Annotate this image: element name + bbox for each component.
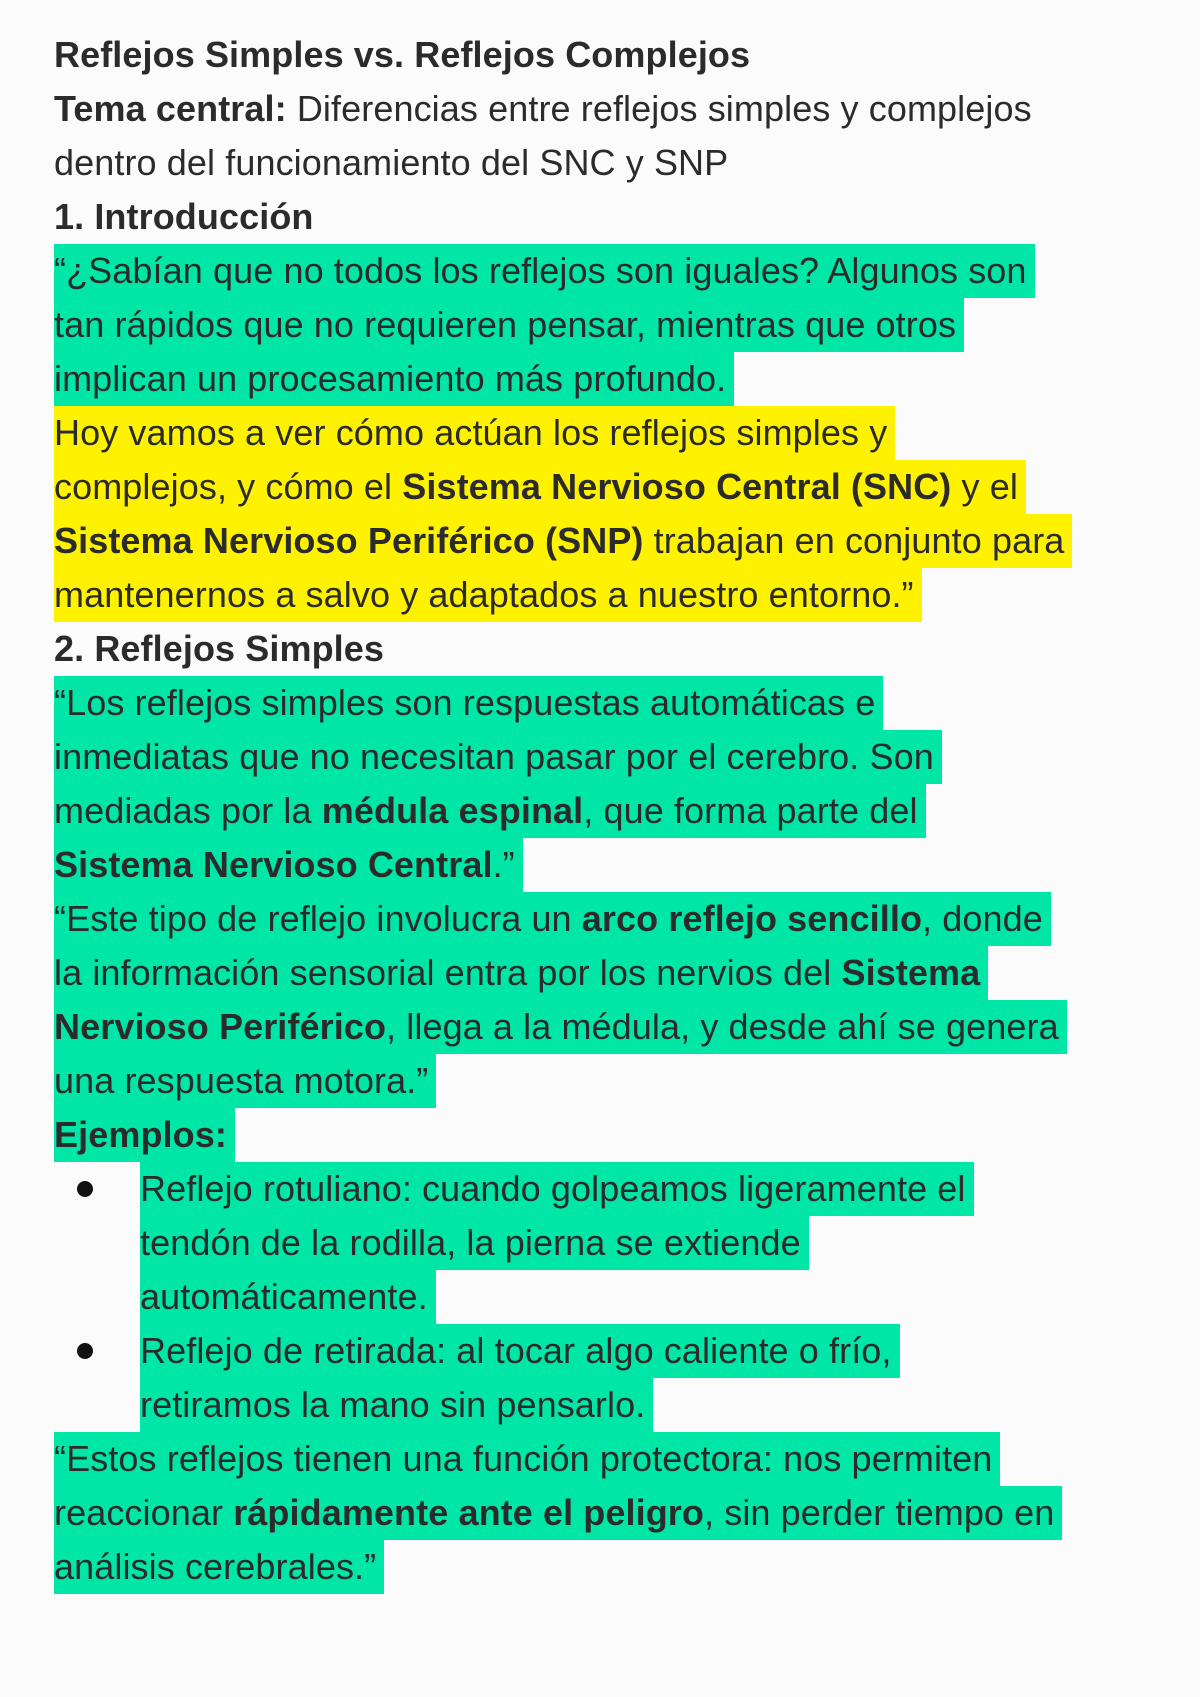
highlight-text: tan rápidos que no requieren pensar, mientras que otros — [54, 298, 964, 352]
simple-p2-line-4 — [54, 1054, 1160, 1108]
simple-p3-line-2 — [54, 1486, 1160, 1540]
bold-term-arco: arco reflejo sencillo — [581, 898, 923, 939]
text-run: reaccionar — [54, 1492, 234, 1533]
simple-p3-line-1 — [54, 1432, 1160, 1486]
theme-line-2 — [54, 136, 1160, 190]
intro-green-line-3 — [54, 352, 1160, 406]
simple-heading: 2. Reflejos Simples — [54, 628, 385, 669]
bold-term-snc-full: Sistema Nervioso Central — [54, 844, 493, 885]
highlight-text: una respuesta motora.” — [54, 1054, 436, 1108]
document-title: Reflejos Simples vs. Reflejos Complejos — [54, 34, 751, 75]
text-run: la información sensorial entra por los nervios del — [54, 952, 842, 993]
text-run: “Este tipo de reflejo involucra un — [54, 898, 582, 939]
highlight-text: Hoy vamos a ver cómo actúan los reflejos simples y — [54, 406, 895, 460]
text-run: complejos, y cómo el — [54, 466, 403, 507]
simple-p2-line-1 — [54, 892, 1160, 946]
intro-yellow-line-4 — [54, 568, 1160, 622]
text-run: , donde — [922, 898, 1043, 939]
highlight-text: “Los reflejos simples son respuestas automáticas e — [54, 676, 883, 730]
theme-label: Tema central: — [54, 88, 287, 129]
simple-p1-line-2 — [54, 730, 1160, 784]
simple-p1-line-1 — [54, 676, 1160, 730]
bold-term-snp: Sistema Nervioso Periférico (SNP) — [54, 520, 644, 561]
simple-p1-line-4 — [54, 838, 1160, 892]
highlight-text: implican un procesamiento más profundo. — [54, 352, 734, 406]
bold-term-periferico: Nervioso Periférico — [54, 1006, 387, 1047]
list-item — [54, 1162, 1160, 1216]
highlight-text: Reflejo rotuliano: cuando golpeamos ligeramente el — [140, 1162, 974, 1216]
simple-p1-line-3 — [54, 784, 1160, 838]
theme-line-1 — [54, 82, 1160, 136]
list-item-continuation — [54, 1270, 1160, 1324]
theme-text-1: Diferencias entre reflejos simples y complejos — [286, 88, 1032, 129]
bullet-icon — [77, 1181, 93, 1197]
text-run: y el — [951, 466, 1018, 507]
highlight-text — [54, 838, 523, 892]
highlight-text — [54, 946, 988, 1000]
intro-green-line-2 — [54, 298, 1160, 352]
simple-p3-line-3 — [54, 1540, 1160, 1594]
intro-heading: 1. Introducción — [54, 196, 314, 237]
highlight-text — [54, 1000, 1067, 1054]
highlight-text: retiramos la mano sin pensarlo. — [140, 1378, 653, 1432]
intro-yellow-line-2 — [54, 460, 1160, 514]
text-run: trabajan en conjunto para — [643, 520, 1065, 561]
bullet-icon — [77, 1343, 93, 1359]
highlight-text — [54, 460, 1026, 514]
list-item-continuation — [54, 1216, 1160, 1270]
text-run: , sin perder tiempo en — [704, 1492, 1055, 1533]
bold-term-snc: Sistema Nervioso Central (SNC) — [402, 466, 952, 507]
theme-text-2: dentro del funcionamiento del SNC y SNP — [54, 142, 729, 183]
intro-yellow-line-3 — [54, 514, 1160, 568]
highlight-text: automáticamente. — [140, 1270, 436, 1324]
highlight-text: “¿Sabían que no todos los reflejos son iguales? Algunos son — [54, 244, 1035, 298]
text-run: , que forma parte del — [583, 790, 918, 831]
highlight-text: Reflejo de retirada: al tocar algo caliente o frío, — [140, 1324, 900, 1378]
bold-term-sistema: Sistema — [841, 952, 981, 993]
text-run: , llega a la médula, y desde ahí se genera — [386, 1006, 1059, 1047]
bold-term-peligro: rápidamente ante el peligro — [233, 1492, 705, 1533]
highlight-text: análisis cerebrales.” — [54, 1540, 384, 1594]
highlight-text — [54, 1486, 1062, 1540]
highlight-text: tendón de la rodilla, la pierna se extiende — [140, 1216, 809, 1270]
highlight-text — [54, 892, 1051, 946]
examples-label-line — [54, 1108, 1160, 1162]
highlight-text: “Estos reflejos tienen una función protectora: nos permiten — [54, 1432, 1000, 1486]
examples-label: Ejemplos: — [54, 1108, 235, 1162]
list-item — [54, 1324, 1160, 1378]
highlight-text — [54, 784, 926, 838]
highlight-text: mantenernos a salvo y adaptados a nuestro entorno.” — [54, 568, 922, 622]
highlight-text — [54, 514, 1072, 568]
bold-term-medula: médula espinal — [321, 790, 584, 831]
text-run: .” — [492, 844, 515, 885]
simple-p2-line-3 — [54, 1000, 1160, 1054]
simple-p2-line-2 — [54, 946, 1160, 1000]
list-item-continuation — [54, 1378, 1160, 1432]
intro-yellow-line-1 — [54, 406, 1160, 460]
text-run: mediadas por la — [54, 790, 322, 831]
highlight-text: inmediatas que no necesitan pasar por el cerebro. Son — [54, 730, 942, 784]
intro-green-line-1 — [54, 244, 1160, 298]
